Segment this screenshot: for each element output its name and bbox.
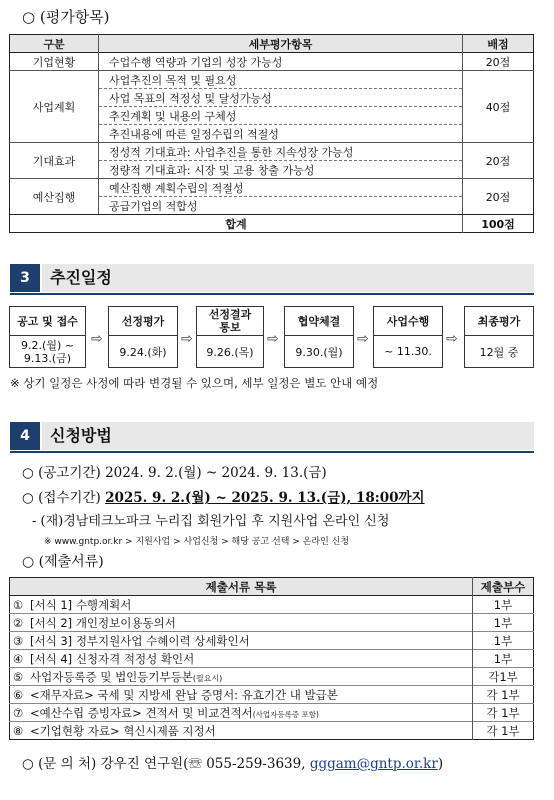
eval-table (9, 34, 534, 233)
doc-name: 사업자등록증 및 법인등기부등본(필요시) (26, 668, 473, 686)
schedule-step: 최종평가 12월 중 (464, 306, 534, 368)
contact-line: ○ (문 의 처) 강우진 연구원(☏ 055-259-3639, gggam@gntp.or.kr) (22, 756, 444, 772)
total-score: 100점 (481, 217, 515, 231)
doc-name: <재무자료> 국세 및 지방세 완납 증명서: 유효기간 내 발급본 (26, 686, 473, 704)
arrow-right-icon: ⇨ (91, 331, 103, 347)
item-cell: 정성적 기대효과: 사업추진을 통한 지속성장 가능성 (99, 143, 463, 161)
section-underline (10, 451, 534, 453)
item-cell: 정량적 기대효과: 시장 및 고용 창출 가능성 (99, 161, 463, 179)
score-cell: 40점 (463, 71, 534, 143)
section-number: 4 (10, 422, 40, 450)
doc-count: 각 1부 (486, 705, 520, 720)
doc-num: ② (12, 615, 24, 630)
doc-name: <예산수립 증빙자료> 견적서 및 비교견적서(사업자등록증 포함) (26, 704, 473, 722)
doc-name: [서식 1] 수행계획서 (26, 596, 473, 614)
doc-num: ④ (12, 651, 24, 666)
col-category: 구분 (10, 35, 99, 53)
arrow-right-icon: ⇨ (181, 331, 193, 347)
category-cell: 예산집행 (10, 179, 99, 215)
notice-period: ○ (공고기간) 2024. 9. 2.(월) ~ 2024. 9. 13.(금) (22, 465, 327, 481)
doc-count: 1부 (493, 615, 513, 630)
doc-name: [서식 3] 정부지원사업 수혜이력 상세확인서 (26, 632, 473, 650)
doc-num: ⑦ (12, 705, 24, 720)
doc-count: 각 1부 (486, 687, 520, 702)
section-number: 3 (10, 264, 40, 292)
doc-name: [서식 4] 신청자격 적정성 확인서 (26, 650, 473, 668)
eval-heading: ○ (평가항목) (22, 8, 110, 26)
docs-heading: ○ (제출서류) (22, 554, 104, 570)
schedule-step: 선정평가 9.24.(화) (108, 306, 178, 368)
score-cell: 20점 (463, 143, 534, 179)
doc-num: ⑧ (12, 723, 24, 738)
contact-email-link[interactable]: gggam@gntp.or.kr (309, 756, 438, 772)
schedule-step: 사업수행 ~ 11.30. (373, 306, 443, 368)
arrow-right-icon: ⇨ (267, 331, 279, 347)
doc-count: 1부 (493, 597, 513, 612)
col-doc-name: 제출서류 목록 (10, 578, 473, 596)
schedule-note: ※ 상기 일정은 사정에 따라 변경될 수 있으며, 세부 일정은 별도 안내 예정 (10, 376, 379, 390)
schedule-step: 협약체결 9.30.(월) (284, 306, 354, 368)
arrow-right-icon: ⇨ (357, 331, 369, 347)
arrow-right-icon: ⇨ (446, 331, 458, 347)
docs-table (9, 577, 534, 740)
item-cell: 예산집행 계획수립의 적절성 (99, 179, 463, 197)
doc-name: <기업현황 자료> 혁신시제품 지정서 (26, 722, 473, 740)
category-cell: 사업계획 (10, 71, 99, 143)
receipt-period: ○ (접수기간) 2025. 9. 2.(월) ~ 2025. 9. 13.(금), 18:00까지 (22, 490, 425, 506)
doc-count: 1부 (493, 633, 513, 648)
category-cell: 기업현황 (10, 53, 99, 71)
apply-path: ※ www.gntp.or.kr > 지원사업 > 사업신청 > 해당 공고 선택 > 온라인 신청 (44, 537, 350, 547)
total-label: 합계 (10, 215, 463, 233)
section-title: 신청방법 (42, 422, 534, 450)
item-cell: 추진내용에 따른 일정수립의 적절성 (99, 125, 463, 143)
section-title: 추진일정 (42, 264, 534, 292)
score-cell: 20점 (485, 55, 511, 69)
doc-count: 각 1부 (486, 723, 520, 738)
item-cell: 공급기업의 적합성 (99, 197, 463, 215)
col-items: 세부평가항목 (99, 35, 463, 53)
item-cell: 수업수행 역량과 기업의 성장 가능성 (99, 53, 463, 71)
doc-num: ⑤ (12, 669, 24, 684)
col-doc-count: 제출부수 (480, 579, 526, 594)
schedule-step: 공고 및 접수 9.2.(월) ~ 9.13.(금) (9, 306, 86, 368)
doc-num: ⑥ (12, 687, 24, 702)
col-score: 배점 (487, 37, 509, 51)
score-cell: 20점 (463, 179, 534, 215)
item-cell: 추진계획 및 내용의 구체성 (99, 107, 463, 125)
doc-name: [서식 2] 개인정보이용동의서 (26, 614, 473, 632)
category-cell: 기대효과 (10, 143, 99, 179)
doc-count: 1부 (493, 651, 513, 666)
item-cell: 사업추진의 목적 및 필요성 (99, 71, 463, 89)
schedule-step: 선정결과 통보 9.26.(목) (196, 306, 264, 368)
apply-method: - (재)경남테크노파크 누리집 회원가입 후 지원사업 온라인 신청 (32, 514, 390, 529)
doc-num: ③ (12, 633, 24, 648)
item-cell: 사업 목표의 적정성 및 달성가능성 (99, 89, 463, 107)
doc-count: 각1부 (488, 669, 518, 684)
section-underline (10, 293, 534, 295)
doc-num: ① (12, 597, 24, 612)
